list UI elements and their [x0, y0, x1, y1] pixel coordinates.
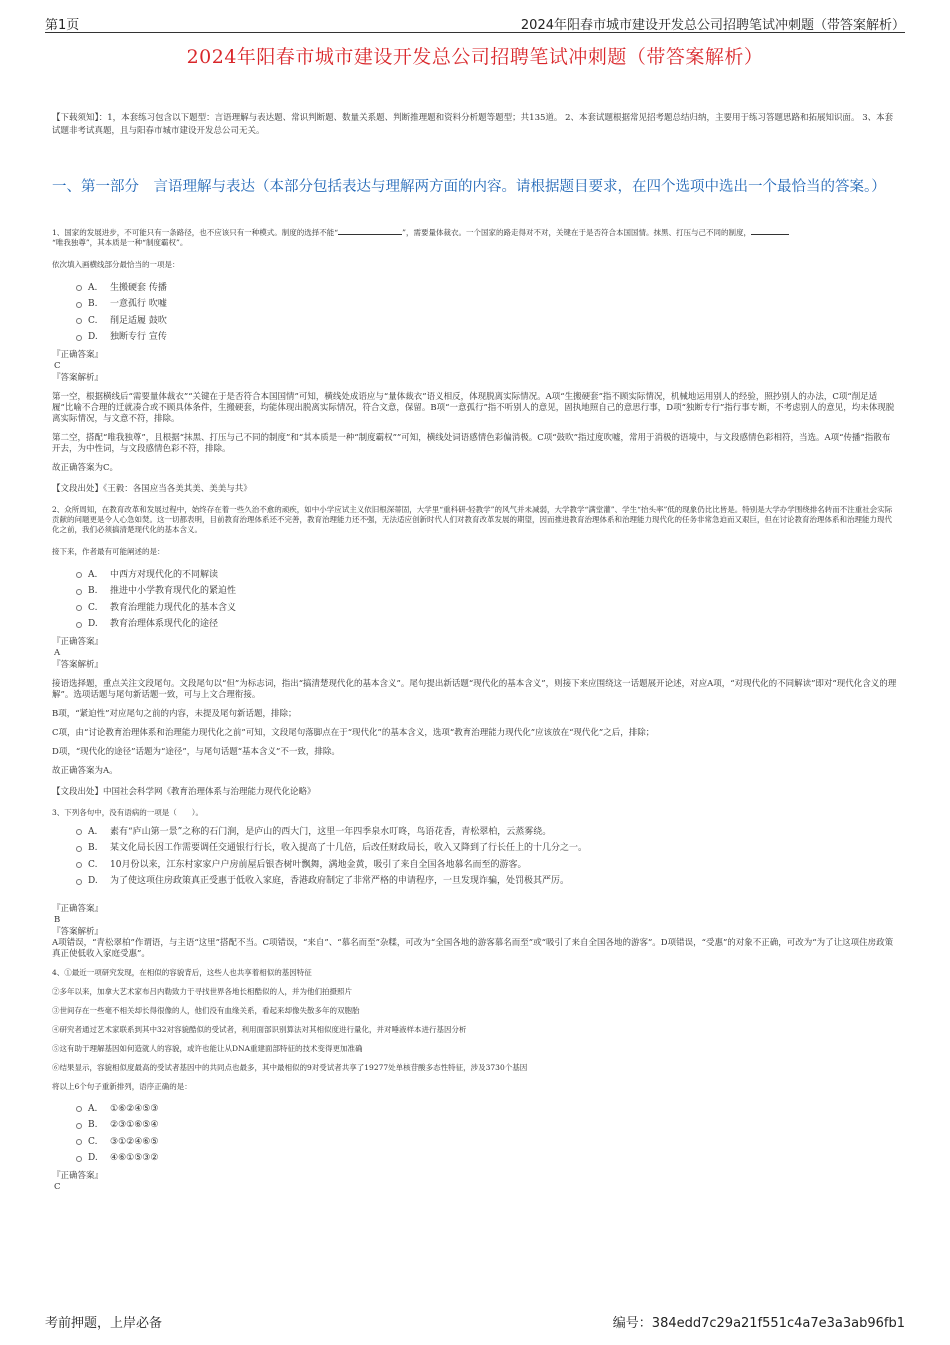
- radio-icon[interactable]: [76, 318, 82, 324]
- option-b[interactable]: B. 推进中小学教育现代化的紧迫性: [76, 584, 898, 601]
- sentence-3: ③世间存在一些毫不相关却长得很像的人，他们没有血缘关系，看起来却像失散多年的双胞胎: [52, 1006, 360, 1015]
- correct-answer-value: C: [54, 361, 61, 371]
- questions-content: [52, 226, 898, 1194]
- explanation-label: 『答案解析』: [52, 927, 104, 937]
- question-1: [52, 226, 898, 495]
- option-c[interactable]: C. 教育治理能力现代化的基本含义: [76, 600, 898, 617]
- explanation-paragraph: D项，“现代化的途径”话题为“途径”，与尾句话题“基本含义”不一致，排除。: [52, 747, 340, 757]
- option-d[interactable]: D. 为了使这项住房政策真正受惠于低收入家庭，香港政府制定了非常严格的申请程序，一旦发现诈骗，处罚极其严厉。: [76, 874, 898, 891]
- question-4-options: [76, 1101, 898, 1167]
- radio-icon[interactable]: [76, 622, 82, 628]
- option-a[interactable]: A. 中西方对现代化的不同解读: [76, 567, 898, 584]
- question-1-options: [76, 280, 898, 346]
- option-b[interactable]: B. ②③①⑥⑤④: [76, 1118, 898, 1135]
- explanation-paragraph: 接语选择题，重点关注文段尾句。文段尾句以“但”为标志词，指出“搞清楚现代化的基本含义”。尾句提出新话题“现代化的基本含义”，则接下来应围绕这一话题展开论述，对应A项，“对现代化的不同解读”即对“现代化含义的理解”。选项话题与尾句新话题一致，可与上文合理衔接。: [52, 679, 897, 700]
- sentence-2: ②多年以来，加拿大艺术家布吕内勒致力于寻找世界各地长相酷似的人，并为他们拍摄照片: [52, 987, 352, 996]
- option-c[interactable]: C. 10月份以来，江东村家家户户房前屋后银杏树叶飘舞，满地金黄，吸引了来自全国各地慕名而至的游客。: [76, 857, 898, 874]
- section-heading: 一、第一部分 言语理解与表达（本部分包括表达与理解两方面的内容。请根据题目要求，在四个选项中选出一个最恰当的答案。）: [52, 179, 886, 195]
- blank-line: [751, 226, 789, 235]
- radio-icon[interactable]: [76, 1123, 82, 1129]
- blank-line: [338, 226, 402, 235]
- correct-answer-value: A: [54, 648, 61, 658]
- sentence-5: ⑤这有助于理解基因如何造就人的容貌，或许也能让从DNA重建面部特征的技术变得更加准确: [52, 1044, 363, 1053]
- option-d[interactable]: D. ④⑥①⑤③②: [76, 1151, 898, 1168]
- option-d[interactable]: D. 教育治理体系现代化的途径: [76, 617, 898, 634]
- radio-icon[interactable]: [76, 285, 82, 291]
- radio-icon[interactable]: [76, 879, 82, 885]
- radio-icon[interactable]: [76, 1139, 82, 1145]
- radio-icon[interactable]: [76, 1156, 82, 1162]
- question-1-stem: 1、国家的发展进步，不可能只有一条路径，也不应该只有一种模式。制度的选择不能“ ”，需要量体裁衣。一个国家的路走得对不对，关键在于是否符合本国国情。抹黑、打压与己不同的制度， “唯我独尊”，其本质是一种“制度霸权”。: [52, 226, 898, 248]
- option-d[interactable]: D. 独断专行 宣传: [76, 330, 898, 347]
- option-c[interactable]: C. 削足适履 鼓吹: [76, 313, 898, 330]
- radio-icon[interactable]: [76, 1106, 82, 1112]
- explanation-paragraph: B项，“紧迫性”对应尾句之前的内容，未提及尾句新话题，排除；: [52, 709, 297, 719]
- explanation-label: 『答案解析』: [52, 373, 104, 383]
- header-doc-title: 2024年阳春市城市建设开发总公司招聘笔试冲刺题（带答案解析）: [520, 18, 905, 33]
- explanation-paragraph: 第二空，搭配“唯我独尊”，且根据“抹黑、打压与己不同的制度”和“其本质是一种“制度霸权””可知，横线处词语感情色彩偏消极。C项“鼓吹”指过度吹嘘，常用于消极的语境中，与文段感情色彩相符，当选。A项“传播”指散布开去，为中性词，与文段感情色彩不符，排除。: [52, 433, 891, 454]
- explanation-conclusion: 故正确答案为C。: [52, 463, 119, 473]
- radio-icon[interactable]: [76, 846, 82, 852]
- passage-source: 【文段出处】《王毅：各国应当各美其美、美美与共》: [52, 484, 252, 494]
- correct-answer-label: 『正确答案』: [52, 637, 104, 647]
- correct-answer-label: 『正确答案』: [52, 350, 104, 360]
- radio-icon[interactable]: [76, 605, 82, 611]
- option-b[interactable]: B. 某文化局长因工作需要调任交通银行行长，收入提高了十几倍，后改任财政局长，收入又降到了行长任上的十几分之一。: [76, 841, 898, 858]
- question-2-stem: 2、众所周知，在教育改革和发展过程中，始终存在着一些久治不愈的顽疾，如中小学应试主义依旧根深蒂固，大学里“重科研-轻教学”的风气并未减弱，大学教学“满堂灌”、学生“抬头率”低的现象仍比比皆是。特别是大学办学围绕排名转而不注重社会实际贡献的问题更是令人心急如焚。这一切都表明，目前教育治理体系还不完善，教育治理能力还不强，无法适应创新时代人们对教育改革发展的期望，因而推进教育治理体系和治理能力现代化的任务非常急迫而又艰巨，但在讨论教育治理体系和治理能力现代化之前，我们必须搞清楚现代化的基本含义。: [52, 505, 893, 534]
- explanation-paragraph: 第一空，根据横线后“需要量体裁衣”“关键在于是否符合本国国情”可知，横线处成语应与“量体裁衣”语义相反，体现脱离实际情况。A项“生搬硬套”指不顾实际情况，机械地运用别人的经验，照抄别人的办法，C项“削足适履”比喻不合理的迁就凑合或不顾具体条件，生搬硬套，均能体现出脱离实际情况，符合文意，保留。B项“一意孤行”指不听别人的意见，固执地照自己的意思行事，D项“独断专行”指行事专断，不考虑别人的意见，均未体现脱离实际情况，与文意不符，排除。: [52, 392, 895, 424]
- explanation-paragraph: A项错误，“青松翠柏”作谓语，与主语“这里”搭配不当。C项错误，“来自”、“慕名而至”杂糅，可改为“全国各地的游客慕名而至”或“吸引了来自全国各地的游客”。D项错误，“受惠”的对象不正确，可改为“为了让这项住房政策真正使低收入家庭受惠”。: [52, 938, 894, 959]
- passage-source: 【文段出处】中国社会科学网《教育治理体系与治理能力现代化论略》: [52, 787, 316, 797]
- page-number: 第1页: [45, 18, 80, 33]
- explanation-conclusion: 故正确答案为A。: [52, 766, 118, 776]
- question-3-options: [76, 824, 898, 890]
- radio-icon[interactable]: [76, 302, 82, 308]
- option-a[interactable]: A. 素有“庐山第一景”之称的石门涧，是庐山的西大门，这里一年四季泉水叮咚，鸟语花香，青松翠柏，云蒸雾绕。: [76, 824, 898, 841]
- sentence-4: ④研究者通过艺术家联系到其中32对容貌酷似的受试者，利用面部识别算法对其相似度进行量化，并对唾液样本进行基因分析: [52, 1025, 467, 1034]
- download-notice: 【下载须知】：1，本套练习包含以下题型：言语理解与表达题、常识判断题、数量关系题、判断推理题和资料分析题等题型；共135道。 2、本套试题根据常见招考题总结归纳，主要用于练习答题思路和拓展知识面。 3、本套试题非考试真题，且与阳春市城市建设开发总公司无关。: [52, 113, 894, 136]
- correct-answer-value: C: [54, 1182, 61, 1192]
- footer-slogan: 考前押题，上岸必备: [45, 1316, 163, 1331]
- question-4: [52, 968, 898, 1193]
- option-b[interactable]: B. 一意孤行 吹嘘: [76, 297, 898, 314]
- question-3: [52, 808, 898, 960]
- correct-answer-label: 『正确答案』: [52, 1171, 104, 1181]
- radio-icon[interactable]: [76, 862, 82, 868]
- explanation-label: 『答案解析』: [52, 660, 104, 670]
- question-2: [52, 505, 898, 798]
- question-4-prompt: 将以上6个句子重新排列，语序正确的是：: [52, 1082, 192, 1091]
- radio-icon[interactable]: [76, 589, 82, 595]
- page-footer: [45, 1312, 905, 1334]
- option-a[interactable]: A. ①⑥②④⑤③: [76, 1101, 898, 1118]
- radio-icon[interactable]: [76, 829, 82, 835]
- radio-icon[interactable]: [76, 335, 82, 341]
- page-header: [45, 12, 905, 33]
- question-4-stem: 4、①最近一项研究发现，在相似的容貌背后，这些人也共享着相似的基因特征: [52, 968, 312, 977]
- footer-serial-number: 编号：384edd7c29a21f551c4a7e3a3ab96fb1: [612, 1316, 905, 1331]
- sentence-6: ⑥结果显示，容貌相似度最高的受试者基因中的共同点也最多，其中最相似的9对受试者共享了19277处单核苷酸多态性特征，涉及3730个基因: [52, 1063, 528, 1072]
- question-2-prompt: 接下来，作者最有可能阐述的是：: [52, 547, 165, 556]
- correct-answer-value: B: [54, 915, 61, 925]
- question-2-options: [76, 567, 898, 633]
- question-3-stem: 3、下列各句中，没有语病的一项是（ ）。: [52, 808, 204, 817]
- option-a[interactable]: A. 生搬硬套 传播: [76, 280, 898, 297]
- radio-icon[interactable]: [76, 572, 82, 578]
- explanation-paragraph: C项，由“讨论教育治理体系和治理能力现代化之前”可知，文段尾句落脚点在于“现代化”的基本含义，选项“教育治理能力现代化”应该放在“现代化”之后，排除；: [52, 728, 655, 738]
- option-c[interactable]: C. ③①②④⑥⑤: [76, 1134, 898, 1151]
- question-1-prompt: 依次填入画横线部分最恰当的一项是：: [52, 260, 180, 269]
- correct-answer-label: 『正确答案』: [52, 904, 104, 914]
- document-title: 2024年阳春市城市建设开发总公司招聘笔试冲刺题（带答案解析）: [186, 46, 764, 68]
